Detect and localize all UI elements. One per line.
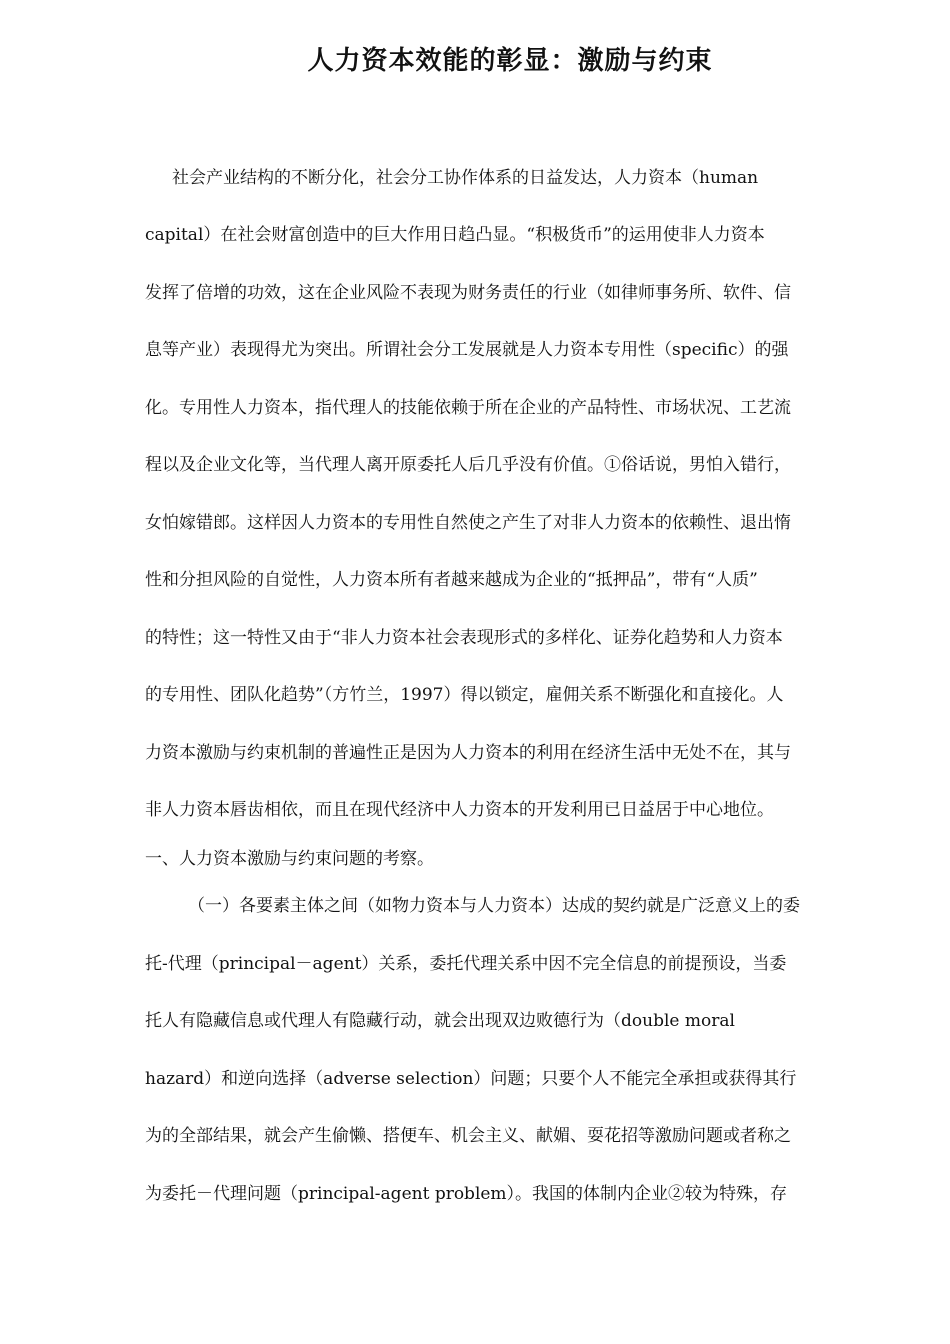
paragraph-line: （一）各要素主体之间（如物力资本与人力资本）达成的契约就是广泛意义上的委 [188, 896, 800, 916]
paragraph-line: 息等产业）表现得尤为突出。所谓社会分工发展就是人力资本专用性（specific）的强 [145, 340, 789, 360]
paragraph-line: 的专用性、团队化趋势”（方竹兰，1997）得以锁定，雇佣关系不断强化和直接化。人 [145, 685, 784, 705]
paragraph-line: 为的全部结果，就会产生偷懒、搭便车、机会主义、献媚、耍花招等激励问题或者称之 [145, 1126, 791, 1146]
paragraph-line: 化。专用性人力资本，指代理人的技能依赖于所在企业的产品特性、市场状况、工艺流 [145, 398, 791, 418]
paragraph-line: 非人力资本唇齿相依，而且在现代经济中人力资本的开发利用已日益居于中心地位。 [145, 800, 774, 820]
paragraph-line: 力资本激励与约束机制的普遍性正是因为人力资本的利用在经济生活中无处不在，其与 [145, 743, 791, 763]
section-heading: 一、人力资本激励与约束问题的考察。 [145, 849, 434, 869]
paragraph-line: 托-代理（principal－agent）关系，委托代理关系中因不完全信息的前提预设，当委 [145, 954, 787, 974]
paragraph-line: 女怕嫁错郎。这样因人力资本的专用性自然使之产生了对非人力资本的依赖性、退出惰 [145, 513, 791, 533]
paragraph-line: 的特性；这一特性又由于“非人力资本社会表现形式的多样化、证券化趋势和人力资本 [145, 628, 783, 648]
paragraph-line: 发挥了倍增的功效，这在企业风险不表现为财务责任的行业（如律师事务所、软件、信 [145, 283, 791, 303]
paragraph-line: 托人有隐藏信息或代理人有隐藏行动，就会出现双边败德行为（double moral [145, 1011, 735, 1031]
paragraph-line: capital）在社会财富创造中的巨大作用日趋凸显。“积极货币”的运用使非人力资本 [145, 225, 765, 245]
paragraph-line: 社会产业结构的不断分化，社会分工协作体系的日益发达，人力资本（human [172, 168, 759, 188]
paragraph-line: 为委托－代理问题（principal-agent problem）。我国的体制内企业②较为特殊，存 [145, 1184, 788, 1204]
paragraph-line: hazard）和逆向选择（adverse selection）问题；只要个人不能完全承担或获得其行 [145, 1069, 797, 1089]
document-title: 人力资本效能的彰显：激励与约束 [307, 46, 713, 76]
paragraph-line: 程以及企业文化等，当代理人离开原委托人后几乎没有价值。①俗话说，男怕入错行， [145, 455, 791, 475]
paragraph-line: 性和分担风险的自觉性，人力资本所有者越来越成为企业的“抵押品”，带有“人质” [145, 570, 758, 590]
